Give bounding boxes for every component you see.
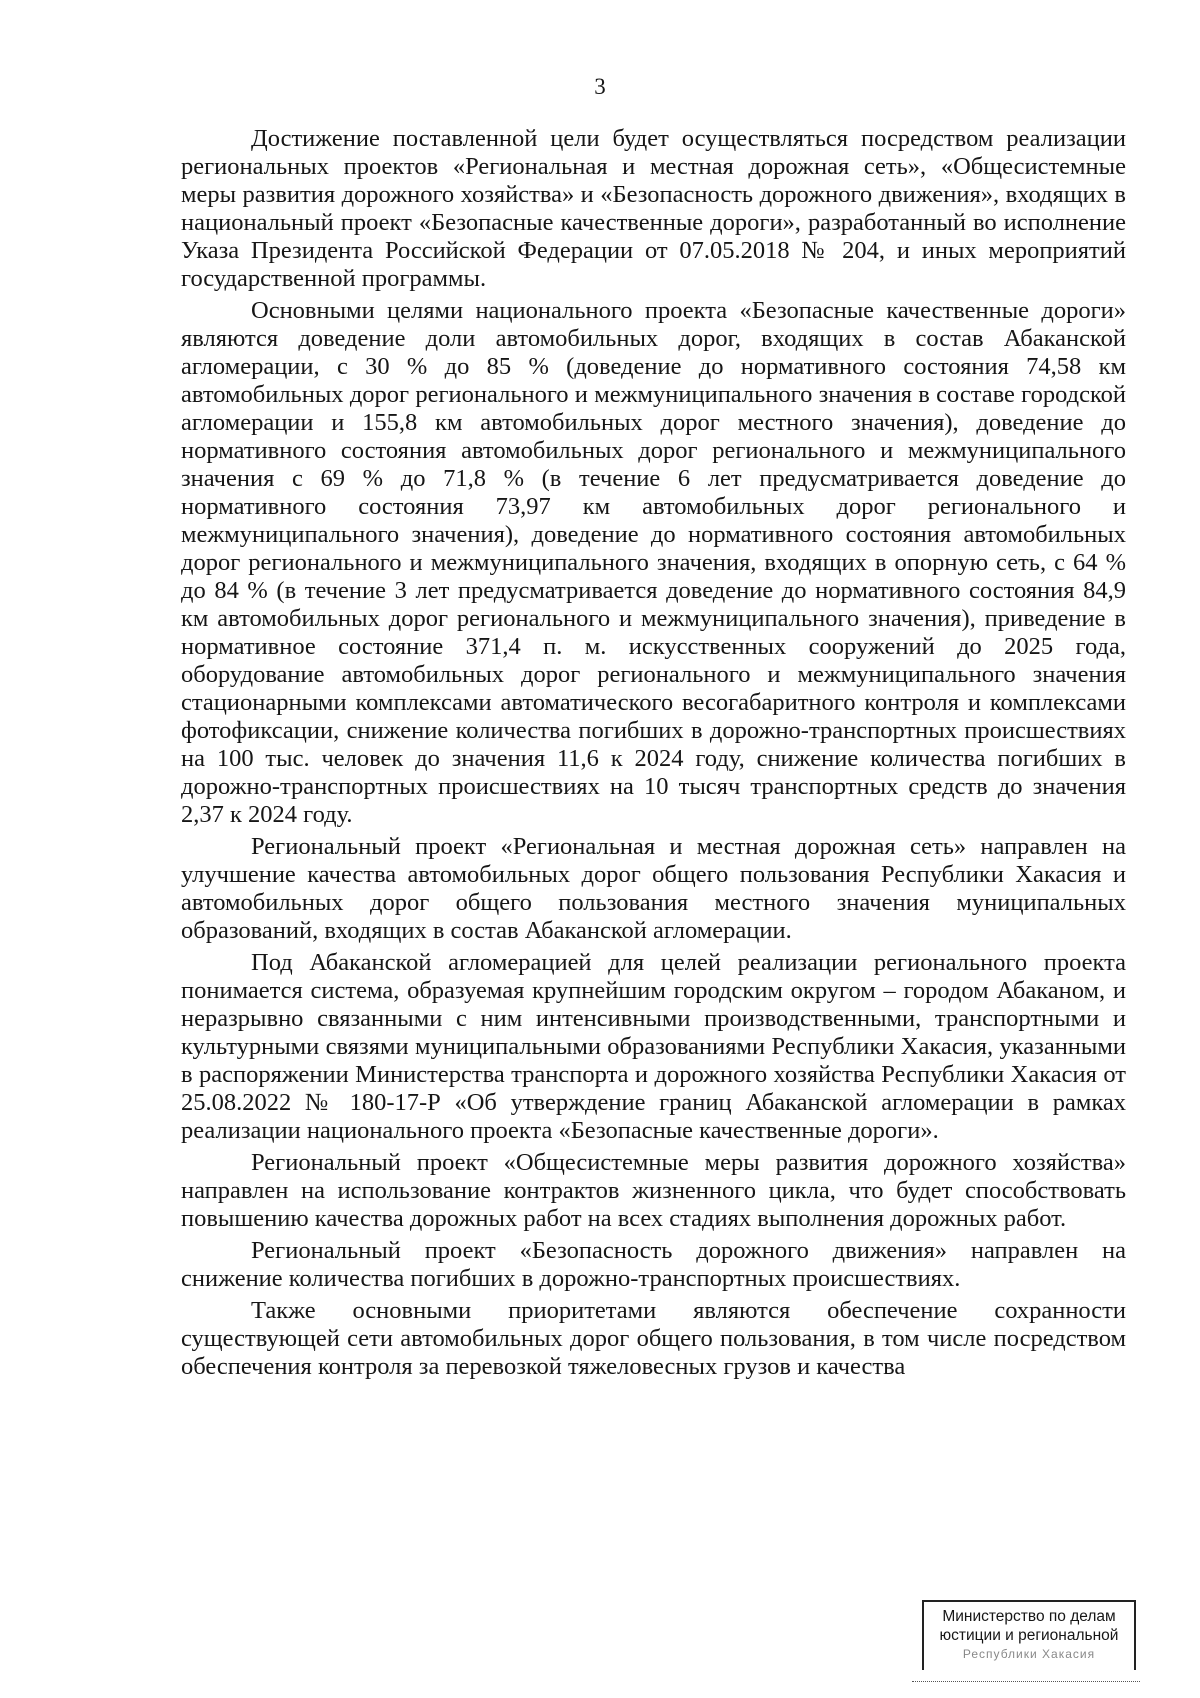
page-number: 3 <box>594 74 606 99</box>
paragraph: Региональный проект «Безопасность дорожного движения» направлен на снижение количества погибших в дорожно-транспортных происшествиях. <box>181 1237 1126 1292</box>
paragraph: Под Абаканской агломерацией для целей реализации регионального проекта понимается система, образуемая крупнейшим городским округом – городом Абаканом, и неразрывно связанными с ним интенсивными производственными, транспортными и культурными связями муниципальными образованиями Республики Хакасия, указанными в распоряжении Министерства транспорта и дорожного хозяйства Республики Хакасия от 25.08.2022 № 180-17-Р «Об утверждение границ Абаканской агломерации в рамках реализации национального проекта «Безопасные качественные дороги». <box>181 949 1126 1144</box>
stamp-line: юстиции и региональной <box>939 1627 1119 1644</box>
paragraph: Достижение поставленной цели будет осуществляться посредством реализации региональных проектов «Региональная и местная дорожная сеть», «Общесистемные меры развития дорожного хозяйства» и «Безопасность дорожного движения», входящих в национальный проект «Безопасные качественные дороги», разработанный во исполнение Указа Президента Российской Федерации от 07.05.2018 № 204, и иных мероприятий государственной программы. <box>181 125 1126 292</box>
document-body <box>181 125 1126 1385</box>
paragraph: Основными целями национального проекта «Безопасные качественные дороги» являются доведение доли автомобильных дорог, входящих в состав Абаканской агломерации, с 30 % до 85 % (доведение до нормативного состояния 74,58 км автомобильных дорог регионального и межмуниципального значения в составе городской агломерации и 155,8 км автомобильных дорог местного значения), доведение до нормативного состояния автомобильных дорог регионального и межмуниципального значения с 69 % до 71,8 % (в течение 6 лет предусматривается доведение до нормативного состояния 73,97 км автомобильных дорог регионального и межмуниципального значения), доведение до нормативного состояния автомобильных дорог регионального и межмуниципального значения, входящих в опорную сеть, с 64 % до 84 % (в течение 3 лет предусматривается доведение до нормативного состояния 84,9 км автомобильных дорог регионального и межмуниципального значения), приведение в нормативное состояние 371,4 п. м. искусственных сооружений до 2025 года, оборудование автомобильных дорог регионального и межмуниципального значения стационарными комплексами автоматического весогабаритного контроля и комплексами фотофиксации, снижение количества погибших в дорожно-транспортных происшествиях на 100 тыс. человек до значения 11,6 к 2024 году, снижение количества погибших в дорожно-транспортных происшествиях на 10 тысяч транспортных средств до значения 2,37 к 2024 году. <box>181 297 1126 828</box>
paragraph: Региональный проект «Общесистемные меры развития дорожного хозяйства» направлен на использование контрактов жизненного цикла, что будет способствовать повышению качества дорожных работ на всех стадиях выполнения дорожных работ. <box>181 1149 1126 1232</box>
stamp-line: Республики Хакасия <box>962 1647 1096 1661</box>
paragraph: Также основными приоритетами являются обеспечение сохранности существующей сети автомобильных дорог общего пользования, в том числе посредством обеспечения контроля за перевозкой тяжеловесных грузов и качества <box>181 1297 1126 1380</box>
stamp-underline <box>912 1681 1140 1682</box>
ministry-stamp <box>922 1600 1136 1670</box>
stamp-line: Министерство по делам <box>942 1608 1116 1625</box>
paragraph: Региональный проект «Региональная и местная дорожная сеть» направлен на улучшение качества автомобильных дорог общего пользования Республики Хакасия и автомобильных дорог общего пользования местного значения муниципальных образований, входящих в состав Абаканской агломерации. <box>181 833 1126 944</box>
